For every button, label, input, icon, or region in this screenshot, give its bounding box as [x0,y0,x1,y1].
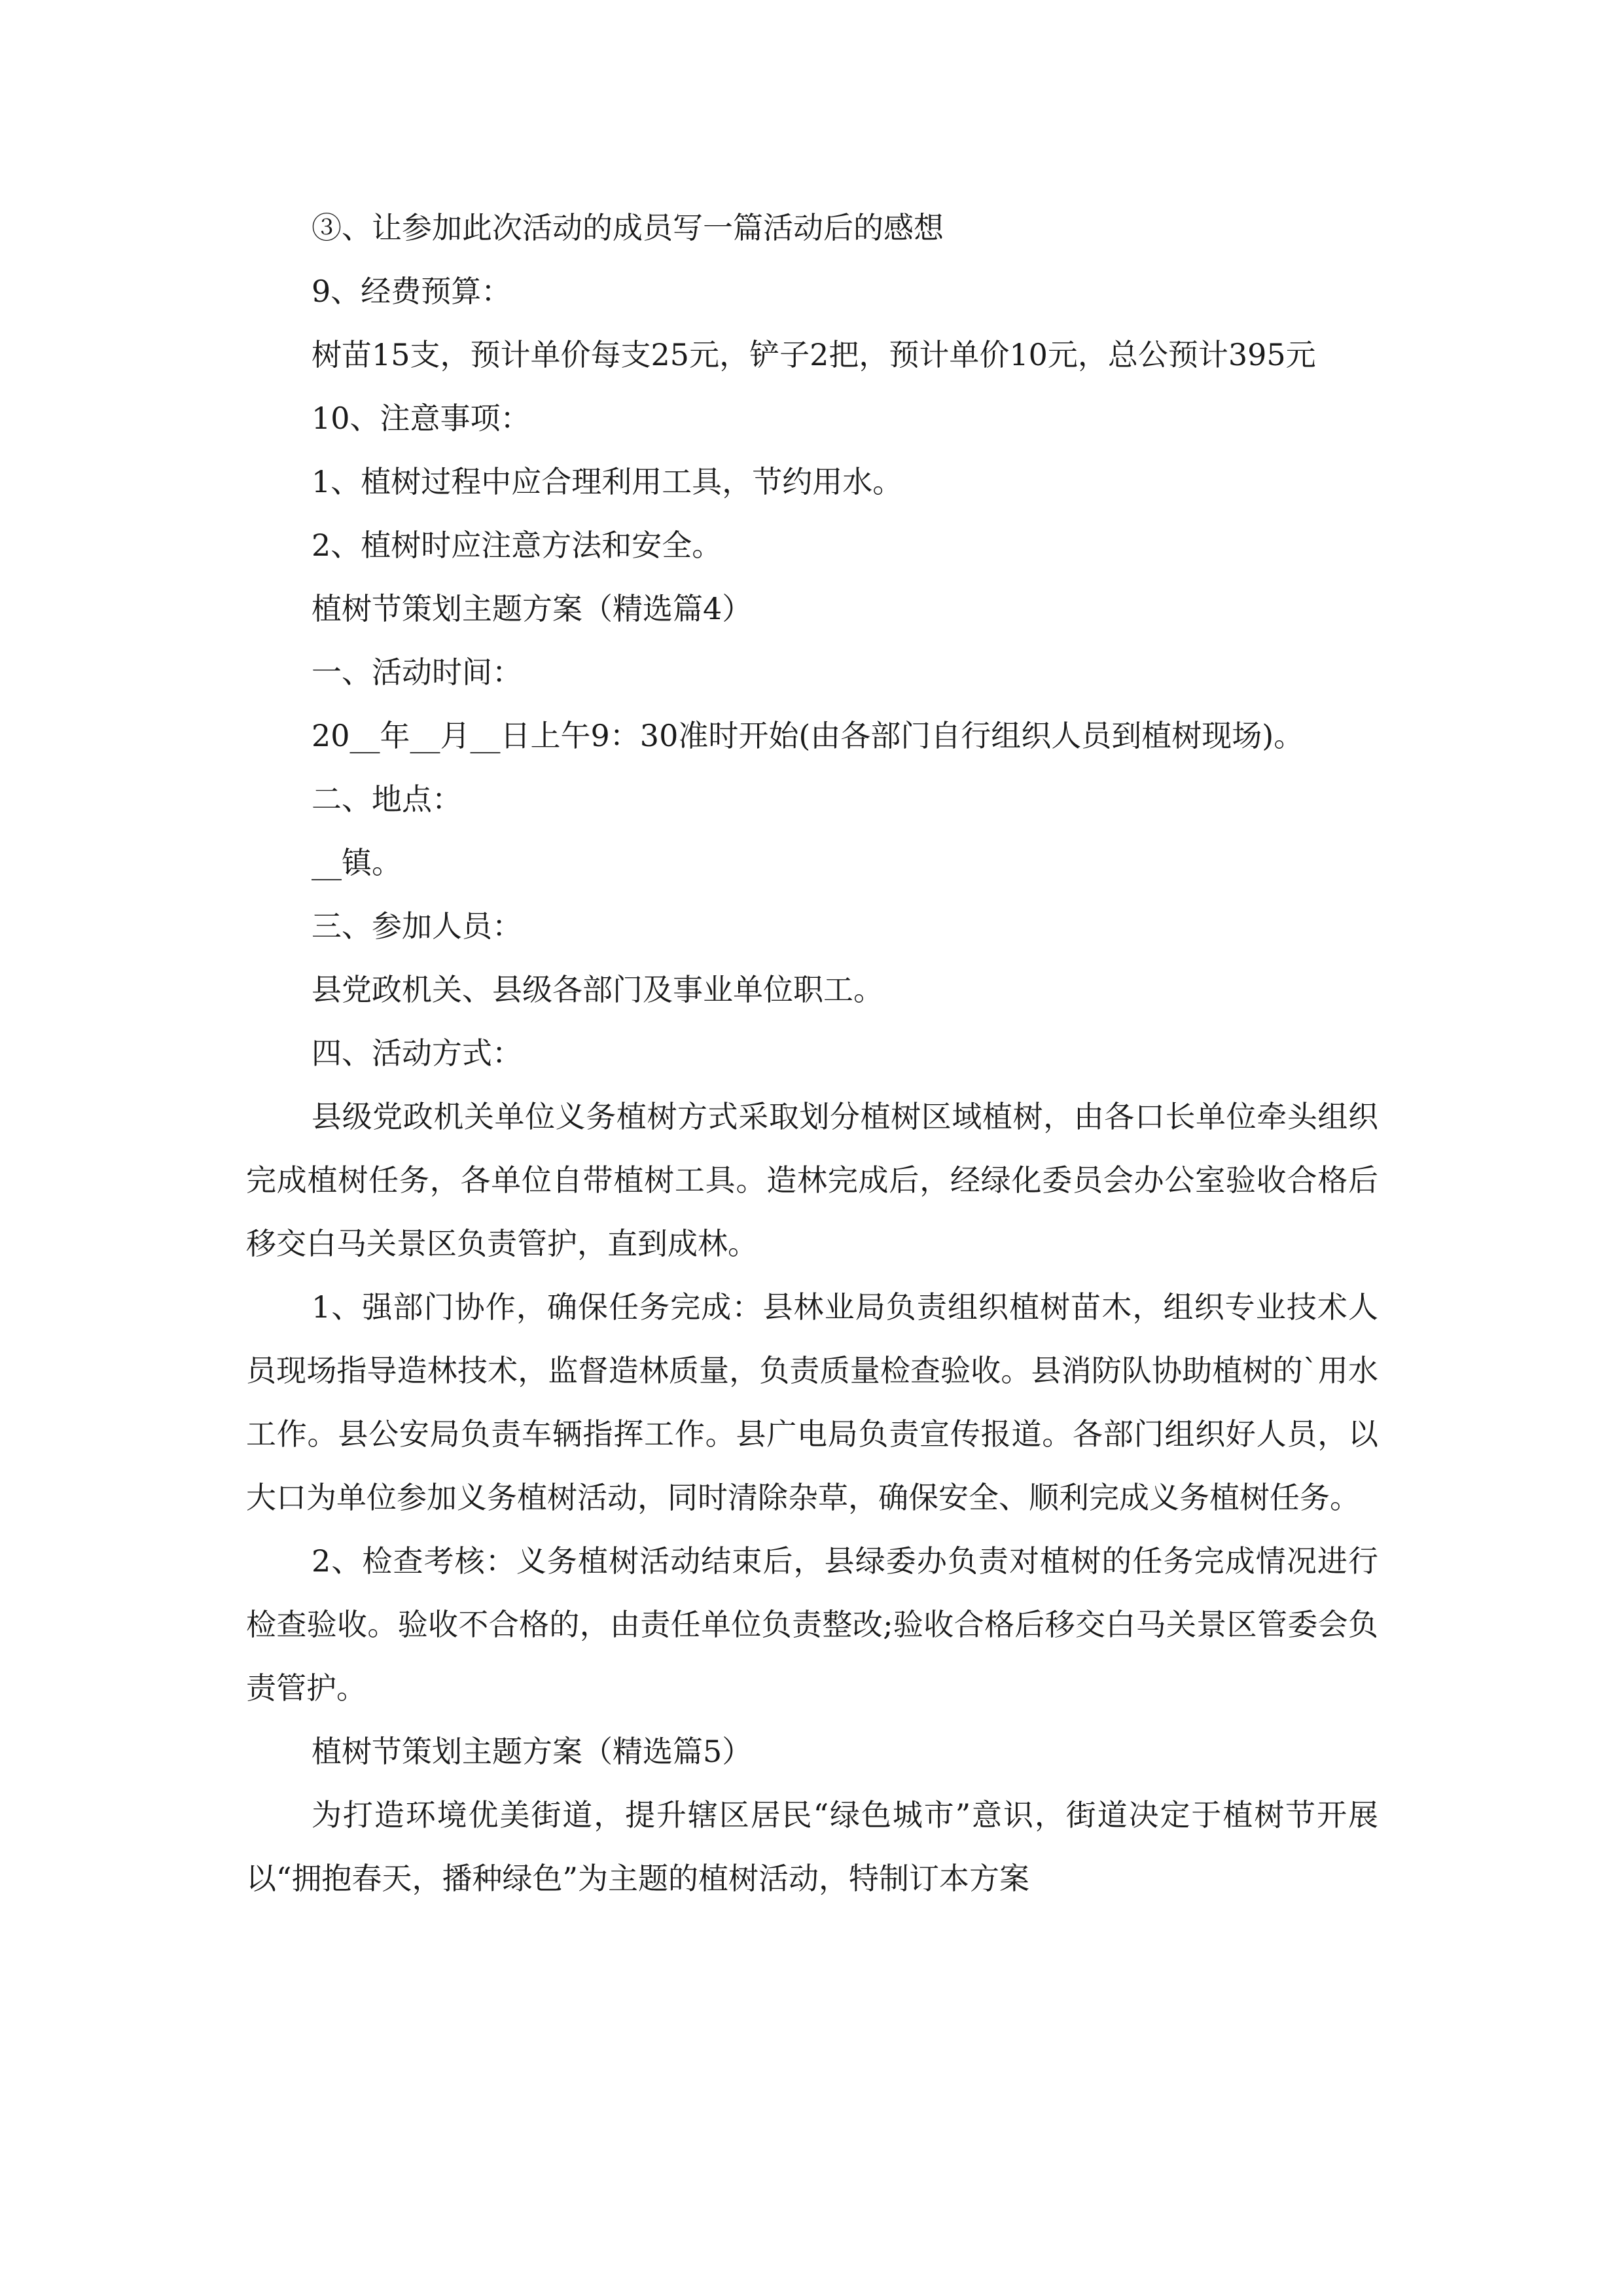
paragraph-note-1: 1、植树过程中应合理利用工具，节约用水。 [312,464,903,499]
paragraph-activity-time: 20__年__月__日上午9：30准时开始(由各部门自行组织人员到植树现场)。 [312,718,1304,753]
document-body [246,196,1378,1910]
heading-activity-time: 一、活动时间： [312,655,522,690]
paragraph-inspection: 2、检查考核：义务植树活动结束后，县绿委办负责对植树的任务完成情况进行检查验收。验收不合格的，由责任单位负责整改;验收合格后移交白马关景区管委会负责管护。 [246,1543,1378,1706]
paragraph-budget-detail: 树苗15支，预计单价每支25元，铲子2把，预计单价10元，总公预计395元 [312,337,1316,372]
paragraph-location: __镇。 [312,845,402,880]
section-title-4: 植树节策划主题方案（精选篇4） [312,591,753,626]
paragraph-intro-5: 为打造环境优美街道，提升辖区居民“绿色城市”意识，街道决定于植树节开展以“拥抱春天，播种绿色”为主题的植树活动，特制订本方案 [246,1797,1378,1896]
heading-budget: 9、经费预算： [312,274,512,309]
section-title-5: 植树节策划主题方案（精选篇5） [312,1734,753,1769]
heading-notes: 10、注意事项： [312,401,531,436]
heading-activity-method: 四、活动方式： [312,1035,522,1071]
paragraph-participants: 县党政机关、县级各部门及事业单位职工。 [312,972,883,1007]
paragraph-reflection: ③、让参加此次活动的成员写一篇活动后的感想 [312,210,944,245]
paragraph-activity-method: 县级党政机关单位义务植树方式采取划分植树区域植树，由各口长单位牵头组织完成植树任务，各单位自带植树工具。造林完成后，经绿化委员会办公室验收合格后移交白马关景区负责管护，直到成林。 [246,1099,1378,1261]
heading-participants: 三、参加人员： [312,908,522,944]
heading-location: 二、地点： [312,781,462,817]
paragraph-coordination: 1、强部门协作，确保任务完成：县林业局负责组织植树苗木，组织专业技术人员现场指导造林技术，监督造林质量，负责质量检查验收。县消防队协助植树的`用水工作。县公安局负责车辆指挥工作。县广电局负责宣传报道。各部门组织好人员，以大口为单位参加义务植树活动，同时清除杂草，确保安全、顺利完成义务植树任务。 [246,1289,1378,1515]
paragraph-note-2: 2、植树时应注意方法和安全。 [312,528,722,563]
